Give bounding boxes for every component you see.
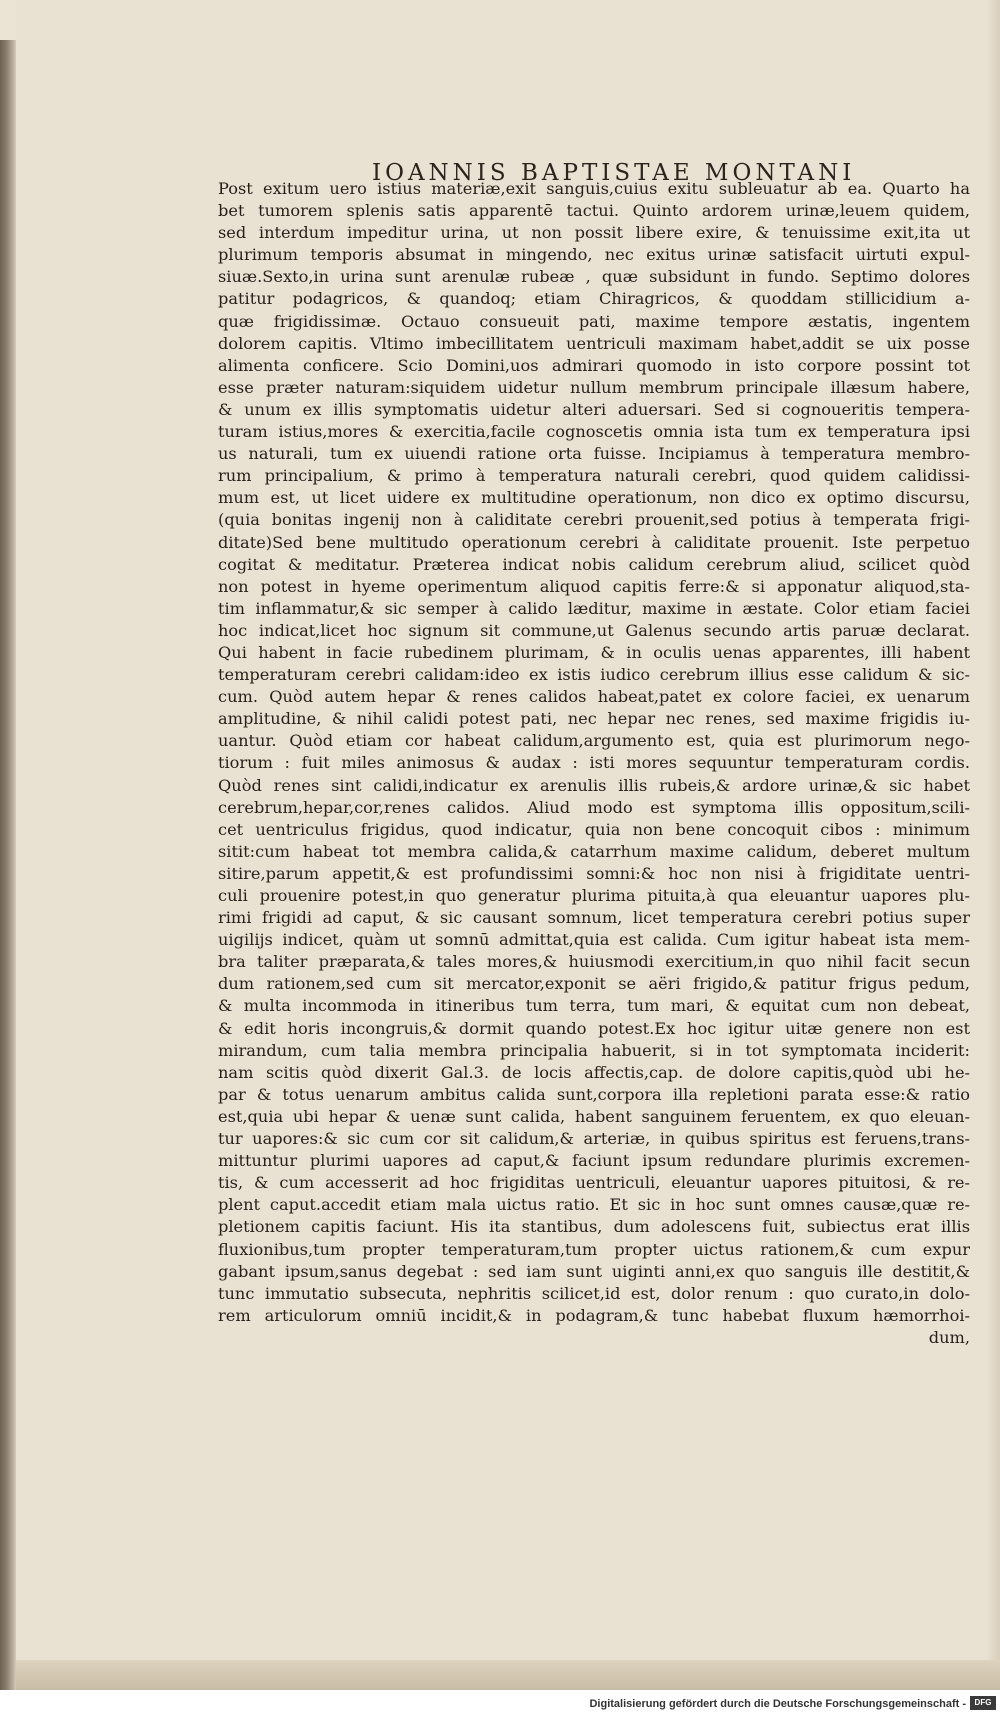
text-line: par & totus uenarum ambitus calida sunt,corpora illa repletioni parata esse:& ratio [218,1084,970,1104]
text-line: & multa incommoda in itineribus tum terra, tum mari, & equitat cum non debeat, [218,996,970,1016]
text-line: amplitudine, & nihil calidi potest pati, nec hepar nec renes, sed maxime frigidis iu- [218,709,970,729]
text-line: est,quia ubi hepar & uenæ sunt calida, habent sanguinem feruentem, ex quo eleuan- [218,1106,970,1126]
text-line: Quòd renes sint calidi,indicatur ex arenulis illis rubeis,& ardore urinæ,& sic habet [218,775,970,795]
text-line: sitire,parum appetit,& est profundissimi somni:& hoc non nisi à frigiditate uentri- [218,863,970,883]
text-line: dum, [928,1327,970,1347]
text-line: plent caput.accedit etiam mala uictus ratio. Et sic in hoc sunt omnes causæ,quæ re- [218,1195,970,1215]
text-line: rum principalium, & primo à temperatura naturali cerebri, quod quidem calidissi- [218,466,970,486]
text-line: Post exitum uero istius materiæ,exit sanguis,cuius exitu subleuatur ab ea. Quarto ha [218,179,970,198]
text-line: sed interdum impeditur urina, ut non possit libere exire, & tenuissime exit,ita ut [218,223,970,243]
text-line: tiorum : fuit miles animosus & audax : isti mores sequuntur temperaturam cordis. [218,753,970,773]
text-line: uigilijs indicet, quàm ut somnū admittat,quia est calida. Cum igitur habeat ista mem- [218,930,970,950]
footer-credit: Digitalisierung gefördert durch die Deutsche Forschungsgemeinschaft - [589,1698,966,1710]
page-bottom-edge [16,1660,1000,1690]
digitization-footer [0,1690,1000,1718]
text-line: mirandum, cum talia membra principalia habuerit, si in tot symptomata inciderit: [218,1040,970,1060]
dfg-logo: DFG [970,1696,996,1710]
text-line: tur uapores:& sic cum cor sit calidum,& arteriæ, in quibus spiritus est feruens,trans- [218,1129,970,1149]
text-line: dolorem capitis. Vltimo imbecillitatem uentriculi maximam habet,addit se uix posse [218,333,970,353]
text-line: cet uentriculus frigidus, quod indicatur, quia non bene concoquit cibos : minimum [218,819,970,839]
body-text [218,178,970,1349]
text-line: siuæ.Sexto,in urina sunt arenulæ rubeæ , quæ subsidunt in fundo. Septimo dolores [218,267,970,287]
page-right-edge [986,0,1000,1690]
text-line: us naturali, tum ex uiuendi ratione orta fuisse. Incipiamus à temperatura membro- [218,444,970,464]
text-line: rimi frigidi ad caput, & sic causant somnum, licet temperatura cerebri potius super [218,908,970,928]
text-line: tim inflammatur,& sic semper à calido læditur, maxime in æstate. Color etiam faciei [218,598,970,618]
text-line: patitur podagricos, & quandoq; etiam Chiragricos, & quoddam stillicidium a- [218,289,970,309]
text-line: cogitat & meditatur. Præterea indicat nobis calidum cerebrum aliud, scilicet quòd [218,554,970,574]
text-line: ditate)Sed bene multitudo operationum cerebri à caliditate prouenit. Iste perpetuo [218,532,970,552]
text-line: nam scitis quòd dixerit Gal.3. de locis affectis,cap. de dolore capitis,quòd ubi he- [218,1062,970,1082]
text-line: & unum ex illis symptomatis uidetur alteri aduersari. Sed si cognoueritis tempera- [218,399,970,419]
text-line: turam istius,mores & exercitia,facile cognoscetis omnia ista tum ex temperatura ipsi [218,422,970,442]
text-line: pletionem capitis faciunt. His ita stantibus, dum adolescens fuit, subiectus erat illis [218,1217,970,1237]
text-line: fluxionibus,tum propter temperaturam,tum propter uictus rationem,& cum expur [218,1239,970,1259]
text-line: sitit:cum habeat tot membra calida,& catarrhum maxime calidum, deberet multum [218,841,970,861]
text-line: gabant ipsum,sanus degebat : sed iam sunt uiginti anni,ex quo sanguis ille destitit,& [218,1261,970,1281]
text-line: dum rationem,sed cum sit mercator,exponit se aëri frigido,& patitur frigus pedum, [218,974,970,994]
text-line: esse præter naturam:siquidem uidetur nullum membrum principale illæsum habere, [218,377,970,397]
text-line: tunc immutatio subsecuta, nephritis scilicet,id est, dolor renum : quo curato,in dolo- [218,1283,970,1303]
text-line: uantur. Quòd etiam cor habeat calidum,argumento est, quia est plurimorum nego- [218,731,970,751]
book-spine-edge [0,40,16,1690]
text-line: tis, & cum accesserit ad hoc frigiditas uentriculi, eleuantur uapores pituitosi, & re- [218,1173,970,1193]
text-line: & edit horis incongruis,& dormit quando potest.Ex hoc igitur uitæ genere non est [218,1018,970,1038]
text-line: quæ frigidissimæ. Octauo consueuit pati, maxime tempore æstatis, ingentem [218,311,970,331]
text-line: non potest in hyeme operimentum aliquod capitis ferre:& si apponatur aliquod,sta- [218,576,970,596]
text-line: rem articulorum omniū incidit,& in podagram,& tunc habebat fluxum hæmorrhoi- [218,1305,970,1325]
text-line: temperaturam cerebri calidam:ideo ex istis iudico cerebrum illius esse calidum & sic- [218,665,970,685]
text-line: cum. Quòd autem hepar & renes calidos habeat,patet ex colore faciei, ex uenarum [218,687,970,707]
text-line: culi prouenire potest,in quo generatur plurima pituita,à qua eleuantur uapores plu- [218,886,970,905]
text-line: alimenta conficere. Scio Domini,uos admirari quomodo in isto corpore possint tot [218,355,970,375]
running-head: IOANNIS BAPTISTAE MONTANI [372,160,856,186]
text-line: Qui habent in facie rubedinem plurimam, & in oculis uenas apparentes, illi habent [218,642,970,662]
text-line: cerebrum,hepar,cor,renes calidos. Aliud modo est symptoma illis oppositum,scili- [218,797,970,817]
text-line: bet tumorem splenis satis apparentē tactui. Quinto ardorem urinæ,leuem quidem, [218,201,970,221]
text-line: mum est, ut licet uidere ex multitudine operationum, non dico ex optimo discursu, [218,488,970,508]
text-line: hoc indicat,licet hoc signum sit commune,ut Galenus secundo artis paruæ declarat. [218,620,970,640]
text-line: bra taliter præparata,& tales mores,& huiusmodi exercitium,in quo nihil facit secun [218,952,970,972]
text-line: mittuntur plurimi uapores ad caput,& faciunt ipsum redundare plurimis excremen- [218,1151,970,1171]
text-line: (quia bonitas ingenij non à caliditate cerebri prouenit,sed potius à temperata frigi- [218,510,970,530]
text-line: plurimum temporis absumat in mingendo, nec exitus urinæ satisfacit uirtuti expul- [218,245,970,265]
